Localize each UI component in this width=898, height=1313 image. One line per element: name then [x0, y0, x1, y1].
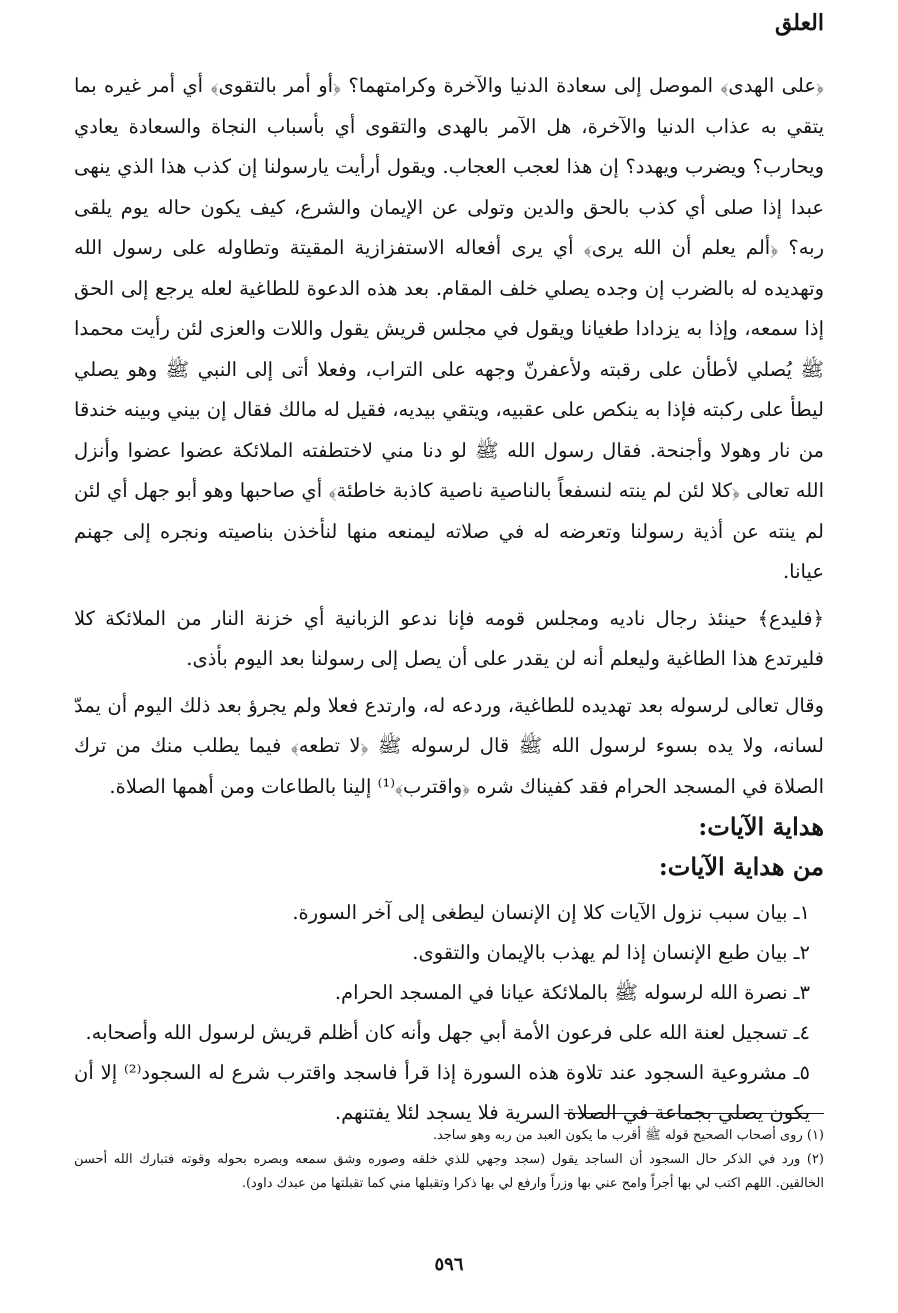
guidance-item-2: ٢ـ بيان طبع الإنسان إذا لم يهذب بالإيمان والتقوى. — [412, 941, 810, 964]
tafsir-paragraph-3: وقال تعالى لرسوله بعد تهديده للطاغية، وردعه له، وارتدع فعلا ولم يجرؤ بعد ذلك اليوم أن يمدّ لسانه، ولا يده بسوء لرسول الله ﷺ قال لرسوله ﷺ ﴿لا تطعه﴾ فيما يطلب منك من ترك الصلاة في المسجد الحرام فقد كفيناك شره ﴿واقترب﴾⁽¹⁾ إلينا بالطاعات ومن أهمها الصلاة. — [74, 693, 824, 798]
page-body — [74, 66, 824, 1133]
footnote-1: (١) روى أصحاب الصحيح قوله ﷺ أقرب ما يكون العبد من ربه وهو ساجد. — [432, 1128, 824, 1143]
guidance-item-4: ٤ـ تسجيل لعنة الله على فرعون الأمة أبي جهل وأنه كان أظلم قريش لرسول الله وأصحابه. — [85, 1021, 810, 1044]
footnote-2: (٢) ورد في الذكر حال السجود أن الساجد يقول (سجد وجهي للذي خلقه وصوره وشق سمعه وبصره بحوله وقوته فتبارك الله أحسن الخالقين. اللهم اكتب لي بها أجراً وامح عني بها وزراً وارفع لي بها ذكرا وتقبلها مني كما تقبلتها من عبدك داود). — [74, 1152, 824, 1191]
guidance-item-1: ١ـ بيان سبب نزول الآيات كلا إن الإنسان ليطغى إلى آخر السورة. — [292, 901, 810, 924]
tafsir-paragraph-2: ﴿فليدع﴾ حينئذ رجال ناديه ومجلس قومه فإنا ندعو الزبانية أي خزنة النار من الملائكة كلا فليرتدع هذا الطاغية وليعلم أنه لن يقدر على أن يصل إلى رسولنا بعد اليوم بأذى. — [74, 606, 824, 670]
footnotes — [74, 1124, 824, 1196]
guidance-item-5: ٥ـ مشروعية السجود عند تلاوة هذه السورة إذا قرأ فاسجد واقترب شرع له السجود⁽²⁾ إلا أن يكون يصلي بجماعة في الصلاة السرية فلا يسجد لئلا يفتنهم. — [74, 1061, 810, 1124]
guidance-subheading: من هداية الآيات: — [658, 852, 824, 881]
surah-title: العلق — [774, 10, 824, 36]
page-number: ٥٩٦ — [434, 1254, 464, 1275]
guidance-item-3: ٣ـ نصرة الله لرسوله ﷺ بالملائكة عيانا في المسجد الحرام. — [334, 981, 810, 1004]
footnote-divider — [564, 1113, 824, 1114]
tafsir-paragraph-1: ﴿على الهدى﴾ الموصل إلى سعادة الدنيا والآخرة وكرامتهما؟ ﴿أو أمر بالتقوى﴾ أي أمر غيره بما يتقي به عذاب الدنيا والآخرة، هل الآمر بالهدى والتقوى أي بأسباب النجاة والسعادة يعادي ويحارب؟ ويضرب ويهدد؟ إن هذا لعجب العجاب. ويقول أرأيت يارسولنا إن كذب هذا الذي ينهى عبدا إذا صلى أي كذب بالحق والدين وتولى عن الإيمان والشرع، كيف يكون حاله يوم يلقى ربه؟ ﴿ألم يعلم أن الله يرى﴾ أي يرى أفعاله الاستفزازية المقيتة وتطاوله على رسول الله وتهديده له بالضرب إن وجده يصلي خلف المقام. بعد هذه الدعوة للطاغية لعله يرجع إلى الحق إذا سمعه، وإذا به يزدادا طغيانا ويقول في مجلس قريش يقول واللات والعزى لئن رأيت محمدا ﷺ يُصلي لأطأن على رقبته ولأعفرنّ وجهه على التراب، وفعلا أتى إلى النبي ﷺ وهو يصلي ليطأ على ركبته فإذا به ينكص على عقبيه، ويتقي بيديه، فقيل له مالك فقال إن بيني وبينه خندقا من نار وهولا وأجنحة. فقال رسول الله ﷺ لو دنا مني لاختطفته الملائكة عضوا عضوا وأنزل الله تعالى ﴿كلا لئن لم ينته لنسفعاً بالناصية ناصية كاذبة خاطئة﴾ أي صاحبها وهو أبو جهل أي لئن لم ينته عن أذية رسولنا وتعرضه له في صلاته ليمنعه منها لنأخذن بناصيته ونجره إلى جهنم عيانا. — [74, 74, 824, 583]
guidance-heading: هداية الآيات: — [698, 812, 824, 841]
guidance-list — [74, 893, 824, 1133]
